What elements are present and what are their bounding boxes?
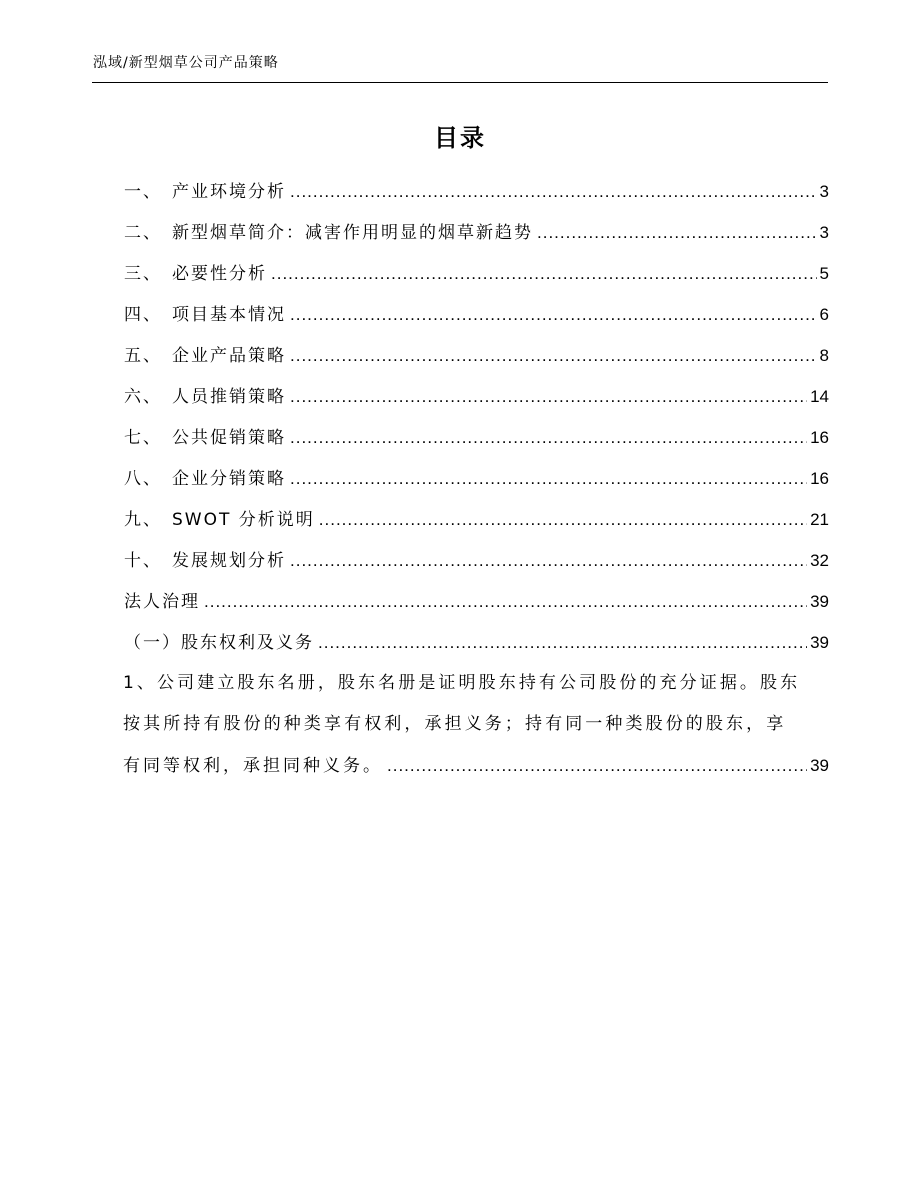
toc-leader-dots [290,540,807,581]
toc-entry-label: 人员推销策略 [172,387,286,407]
toc-entry-label: 公共促销策略 [172,428,286,448]
toc-entry-label: 项目基本情况 [172,305,286,325]
toc-leader-dots [290,335,817,376]
toc-entry-number: 五、 [124,346,162,366]
toc-entry-number: 八、 [124,469,162,489]
toc-entry-number: 七、 [124,428,162,448]
toc-leader-dots [204,581,807,622]
toc-leader-dots [290,417,807,458]
toc-entry[interactable] [124,540,829,581]
toc-entry-label: 新型烟草简介：减害作用明显的烟草新趋势 [172,223,533,243]
toc-entry[interactable] [124,294,829,335]
toc-entry-label: SWOT 分析说明 [172,510,315,530]
toc-entry-label: 发展规划分析 [172,551,286,571]
toc-entry-last-line [123,745,829,786]
toc-entry-number: 三、 [124,264,162,284]
toc-entry-label: 企业产品策略 [172,346,286,366]
toc-entry-label: 产业环境分析 [172,182,286,202]
toc-leader-dots [537,212,817,253]
toc-leader-dots [290,171,817,212]
toc-entry-number: 九、 [124,510,162,530]
toc-entry[interactable] [124,376,829,417]
toc-leader-dots [290,294,817,335]
toc-entry-page: 39 [810,756,829,775]
toc-title: 目录 [434,124,486,152]
toc-entry-page: 5 [819,264,829,283]
toc-entry[interactable] [124,622,829,663]
toc-leader-dots [318,622,807,663]
toc-entry-label: 法人治理 [124,592,200,612]
toc-entry-line: 1、公司建立股东名册，股东名册是证明股东持有公司股份的充分证据。股东 [123,673,801,693]
table-of-contents [124,171,829,786]
toc-leader-dots [290,376,807,417]
toc-entry-page: 8 [819,346,829,365]
toc-leader-dots [290,458,807,499]
toc-entry-page: 39 [810,592,829,611]
toc-entry-line: 按其所持有股份的种类享有权利，承担义务；持有同一种类股份的股东，享 [123,714,787,734]
toc-entry-label: 必要性分析 [172,264,267,284]
toc-entry-number: 一、 [124,182,162,202]
toc-entry-page: 6 [819,305,829,324]
toc-entry[interactable] [124,499,829,540]
running-header: 泓域/新型烟草公司产品策略 [93,55,279,71]
toc-entry-page: 16 [810,469,829,488]
toc-leader-dots [271,253,817,294]
toc-entry[interactable] [124,458,829,499]
header-divider [92,82,828,83]
toc-entry[interactable] [124,417,829,458]
toc-entry-page: 21 [810,510,829,529]
toc-entry-page: 3 [819,182,829,201]
toc-entry-page: 3 [819,223,829,242]
toc-entry-label: 企业分销策略 [172,469,286,489]
toc-entry-label: （一）股东权利及义务 [124,633,314,653]
toc-entry[interactable] [124,335,829,376]
toc-entry[interactable] [124,212,829,253]
toc-entry-number: 十、 [124,551,162,571]
toc-leader-dots [387,745,807,786]
toc-entry-number: 六、 [124,387,162,407]
toc-entry-page: 32 [810,551,829,570]
toc-entry-line: 有同等权利，承担同种义务。 [123,756,383,776]
toc-entry-page: 16 [810,428,829,447]
toc-entry[interactable] [124,171,829,212]
toc-leader-dots [319,499,807,540]
toc-entry-page: 14 [810,387,829,406]
toc-entry[interactable] [124,253,829,294]
toc-entry-number: 二、 [124,223,162,243]
toc-entry-number: 四、 [124,305,162,325]
toc-entry-page: 39 [810,633,829,652]
toc-entry-multiline[interactable] [123,663,829,786]
toc-entry[interactable] [124,581,829,622]
